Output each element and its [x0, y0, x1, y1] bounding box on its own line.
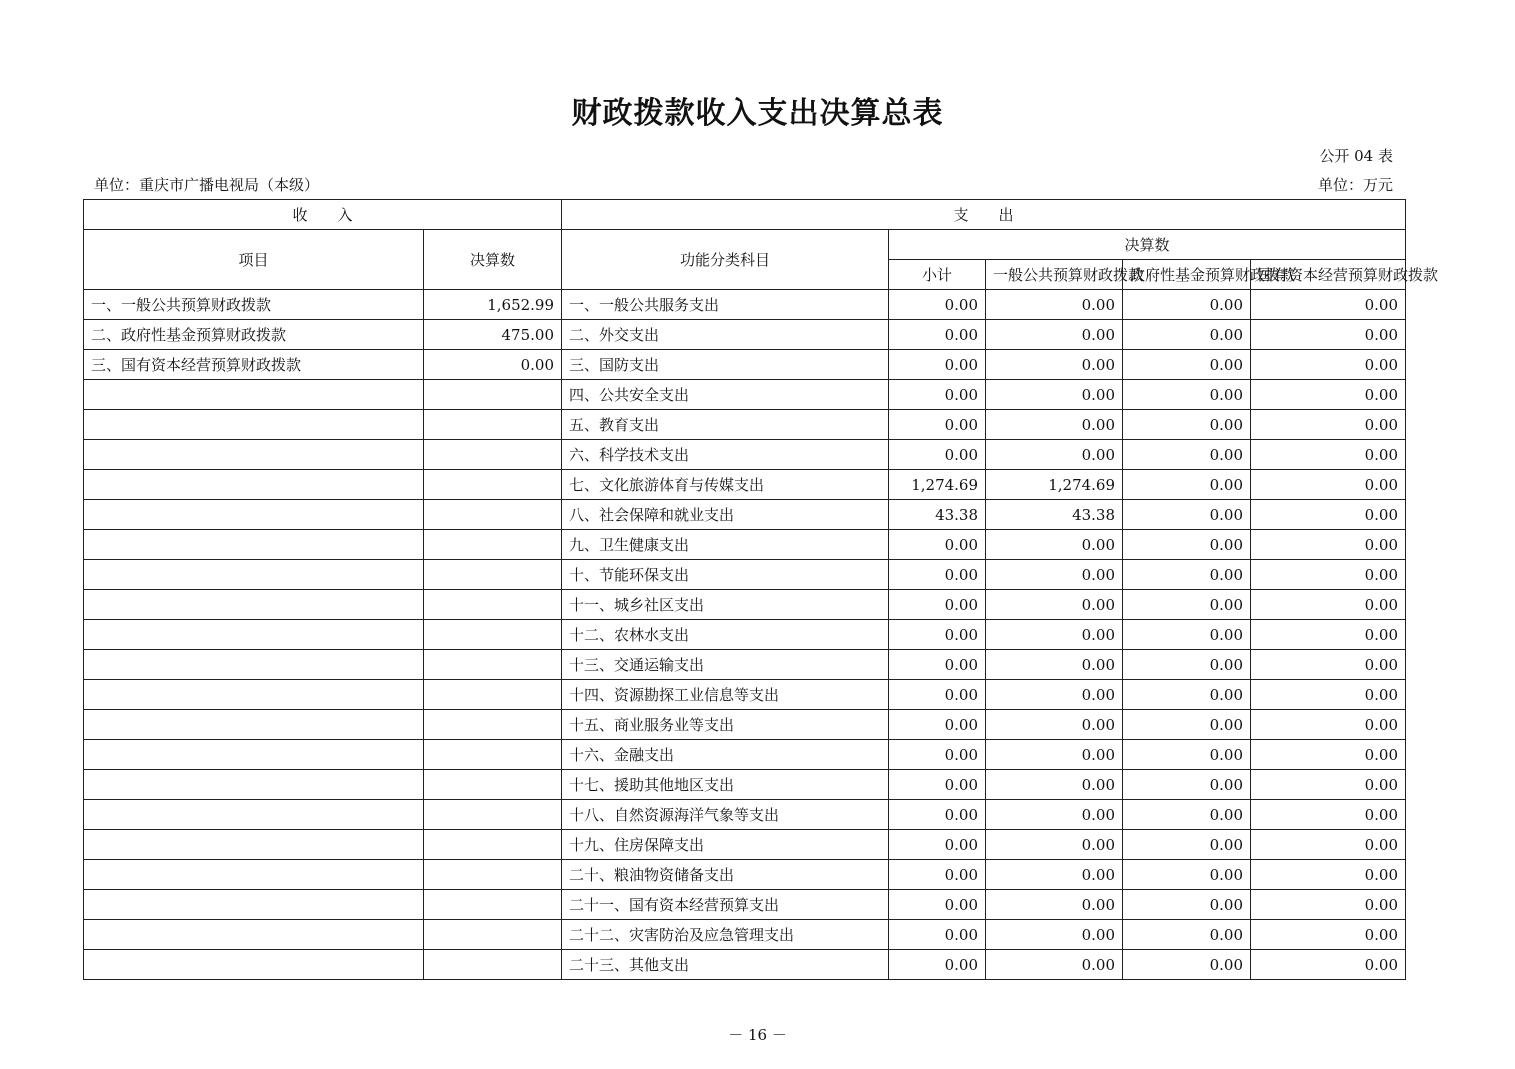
income-item-cell: [84, 590, 424, 620]
func-class-cell: 十五、商业服务业等支出: [562, 710, 889, 740]
table-row: [84, 680, 1406, 710]
state-capital-cell: 0.00: [1251, 500, 1406, 530]
general-budget-header: 一般公共预算财政拨款: [986, 260, 1123, 290]
general-budget-cell: 0.00: [986, 950, 1123, 980]
func-class-cell: 十六、金融支出: [562, 740, 889, 770]
state-capital-cell: 0.00: [1251, 830, 1406, 860]
state-capital-cell: 0.00: [1251, 710, 1406, 740]
subtotal-cell: 0.00: [889, 830, 986, 860]
income-amount-cell: [424, 620, 562, 650]
subtotal-cell: 0.00: [889, 800, 986, 830]
state-capital-cell: 0.00: [1251, 380, 1406, 410]
gov-fund-cell: 0.00: [1123, 650, 1251, 680]
income-amount-cell: [424, 530, 562, 560]
subtotal-cell: 0.00: [889, 740, 986, 770]
general-budget-cell: 0.00: [986, 710, 1123, 740]
table-row: [84, 800, 1406, 830]
income-amount-cell: [424, 560, 562, 590]
income-item-cell: [84, 650, 424, 680]
func-class-cell: 七、文化旅游体育与传媒支出: [562, 470, 889, 500]
state-capital-cell: 0.00: [1251, 680, 1406, 710]
income-amount-cell: 1,652.99: [424, 290, 562, 320]
table-row: [84, 320, 1406, 350]
gov-fund-cell: 0.00: [1123, 440, 1251, 470]
general-budget-cell: 43.38: [986, 500, 1123, 530]
state-capital-cell: 0.00: [1251, 410, 1406, 440]
subtotal-cell: 0.00: [889, 320, 986, 350]
income-amount-cell: [424, 650, 562, 680]
state-capital-cell: 0.00: [1251, 290, 1406, 320]
income-item-cell: 二、政府性基金预算财政拨款: [84, 320, 424, 350]
income-item-cell: [84, 860, 424, 890]
func-class-cell: 十九、住房保障支出: [562, 830, 889, 860]
state-capital-cell: 0.00: [1251, 740, 1406, 770]
table-row: [84, 560, 1406, 590]
state-capital-cell: 0.00: [1251, 950, 1406, 980]
table-body: [84, 290, 1406, 980]
state-capital-cell: 0.00: [1251, 890, 1406, 920]
subtotal-cell: 0.00: [889, 860, 986, 890]
func-class-cell: 十七、援助其他地区支出: [562, 770, 889, 800]
table-row: [84, 860, 1406, 890]
func-class-cell: 一、一般公共服务支出: [562, 290, 889, 320]
general-budget-cell: 0.00: [986, 590, 1123, 620]
income-amount-cell: [424, 680, 562, 710]
table-row: [84, 470, 1406, 500]
state-capital-cell: 0.00: [1251, 350, 1406, 380]
income-item-cell: [84, 800, 424, 830]
gov-fund-cell: 0.00: [1123, 770, 1251, 800]
gov-fund-cell: 0.00: [1123, 290, 1251, 320]
income-amount-cell: [424, 830, 562, 860]
state-capital-header: 国有资本经营预算财政拨款: [1251, 260, 1406, 290]
subtotal-header: 小计: [889, 260, 986, 290]
income-amount-cell: [424, 500, 562, 530]
subtotal-cell: 0.00: [889, 620, 986, 650]
gov-fund-cell: 0.00: [1123, 560, 1251, 590]
income-item-cell: [84, 950, 424, 980]
subtotal-cell: 0.00: [889, 710, 986, 740]
state-capital-cell: 0.00: [1251, 530, 1406, 560]
subtotal-cell: 0.00: [889, 920, 986, 950]
subtotal-cell: 0.00: [889, 650, 986, 680]
amount-header: 决算数: [424, 230, 562, 290]
gov-fund-cell: 0.00: [1123, 830, 1251, 860]
state-capital-cell: 0.00: [1251, 440, 1406, 470]
final-amount-header: 决算数: [889, 230, 1406, 260]
table-row: [84, 440, 1406, 470]
income-amount-cell: [424, 710, 562, 740]
func-class-cell: 九、卫生健康支出: [562, 530, 889, 560]
table-row: [84, 770, 1406, 800]
subtotal-cell: 0.00: [889, 380, 986, 410]
table-row: [84, 290, 1406, 320]
income-amount-cell: [424, 410, 562, 440]
subtotal-cell: 0.00: [889, 440, 986, 470]
income-item-cell: [84, 830, 424, 860]
income-amount-cell: [424, 470, 562, 500]
general-budget-cell: 0.00: [986, 350, 1123, 380]
subtotal-cell: 0.00: [889, 890, 986, 920]
income-item-cell: [84, 410, 424, 440]
table-row: [84, 380, 1406, 410]
table-row: [84, 650, 1406, 680]
income-amount-cell: [424, 920, 562, 950]
gov-fund-cell: 0.00: [1123, 320, 1251, 350]
general-budget-cell: 0.00: [986, 890, 1123, 920]
gov-fund-cell: 0.00: [1123, 950, 1251, 980]
gov-fund-cell: 0.00: [1123, 500, 1251, 530]
subtotal-cell: 0.00: [889, 410, 986, 440]
gov-fund-cell: 0.00: [1123, 620, 1251, 650]
table-row: [84, 410, 1406, 440]
gov-fund-cell: 0.00: [1123, 920, 1251, 950]
income-amount-cell: [424, 740, 562, 770]
income-item-cell: [84, 920, 424, 950]
subtotal-cell: 43.38: [889, 500, 986, 530]
func-class-cell: 十一、城乡社区支出: [562, 590, 889, 620]
income-item-cell: [84, 710, 424, 740]
func-class-header: 功能分类科目: [562, 230, 889, 290]
unit-organization: 单位：重庆市广播电视局（本级）: [94, 176, 320, 194]
page-title: 财政拨款收入支出决算总表: [571, 96, 944, 131]
income-amount-cell: 0.00: [424, 350, 562, 380]
gov-fund-cell: 0.00: [1123, 710, 1251, 740]
income-amount-cell: [424, 860, 562, 890]
unit-currency: 单位：万元: [1317, 176, 1393, 194]
income-item-cell: [84, 890, 424, 920]
func-class-cell: 十八、自然资源海洋气象等支出: [562, 800, 889, 830]
general-budget-cell: 0.00: [986, 830, 1123, 860]
gov-fund-cell: 0.00: [1123, 680, 1251, 710]
func-class-cell: 十四、资源勘探工业信息等支出: [562, 680, 889, 710]
general-budget-cell: 0.00: [986, 680, 1123, 710]
subtotal-cell: 0.00: [889, 350, 986, 380]
gov-fund-cell: 0.00: [1123, 530, 1251, 560]
general-budget-cell: 0.00: [986, 380, 1123, 410]
item-header: 项目: [84, 230, 424, 290]
general-budget-cell: 0.00: [986, 740, 1123, 770]
table-row: [84, 620, 1406, 650]
state-capital-cell: 0.00: [1251, 770, 1406, 800]
income-header: 收 入: [84, 200, 562, 230]
table-row: [84, 350, 1406, 380]
income-amount-cell: [424, 800, 562, 830]
table-row: [84, 830, 1406, 860]
income-item-cell: [84, 680, 424, 710]
func-class-cell: 五、教育支出: [562, 410, 889, 440]
subtotal-cell: 0.00: [889, 770, 986, 800]
state-capital-cell: 0.00: [1251, 920, 1406, 950]
subtotal-cell: 0.00: [889, 680, 986, 710]
income-amount-cell: [424, 590, 562, 620]
state-capital-cell: 0.00: [1251, 650, 1406, 680]
general-budget-cell: 0.00: [986, 410, 1123, 440]
func-class-cell: 二、外交支出: [562, 320, 889, 350]
state-capital-cell: 0.00: [1251, 320, 1406, 350]
table-number: 公开 04 表: [1319, 147, 1393, 165]
state-capital-cell: 0.00: [1251, 470, 1406, 500]
func-class-cell: 十二、农林水支出: [562, 620, 889, 650]
func-class-cell: 二十一、国有资本经营预算支出: [562, 890, 889, 920]
subtotal-cell: 0.00: [889, 950, 986, 980]
table-row: [84, 920, 1406, 950]
table-row: [84, 950, 1406, 980]
table-row: [84, 710, 1406, 740]
general-budget-cell: 0.00: [986, 770, 1123, 800]
general-budget-cell: 0.00: [986, 800, 1123, 830]
subtotal-cell: 1,274.69: [889, 470, 986, 500]
general-budget-cell: 0.00: [986, 620, 1123, 650]
func-class-cell: 三、国防支出: [562, 350, 889, 380]
income-item-cell: [84, 470, 424, 500]
func-class-cell: 二十、粮油物资储备支出: [562, 860, 889, 890]
income-amount-cell: 475.00: [424, 320, 562, 350]
gov-fund-cell: 0.00: [1123, 800, 1251, 830]
income-item-cell: [84, 770, 424, 800]
general-budget-cell: 1,274.69: [986, 470, 1123, 500]
state-capital-cell: 0.00: [1251, 560, 1406, 590]
table-row: [84, 530, 1406, 560]
income-amount-cell: [424, 770, 562, 800]
general-budget-cell: 0.00: [986, 530, 1123, 560]
func-class-cell: 二十三、其他支出: [562, 950, 889, 980]
gov-fund-cell: 0.00: [1123, 470, 1251, 500]
income-item-cell: 三、国有资本经营预算财政拨款: [84, 350, 424, 380]
income-item-cell: [84, 620, 424, 650]
subtotal-cell: 0.00: [889, 530, 986, 560]
gov-fund-cell: 0.00: [1123, 590, 1251, 620]
page-number: － 16 －: [728, 1026, 787, 1044]
income-item-cell: [84, 380, 424, 410]
state-capital-cell: 0.00: [1251, 800, 1406, 830]
income-item-cell: 一、一般公共预算财政拨款: [84, 290, 424, 320]
subtotal-cell: 0.00: [889, 290, 986, 320]
gov-fund-header: 政府性基金预算财政拨款: [1123, 260, 1251, 290]
func-class-cell: 十三、交通运输支出: [562, 650, 889, 680]
income-item-cell: [84, 440, 424, 470]
general-budget-cell: 0.00: [986, 560, 1123, 590]
table-row: [84, 740, 1406, 770]
gov-fund-cell: 0.00: [1123, 350, 1251, 380]
general-budget-cell: 0.00: [986, 920, 1123, 950]
expense-header: 支 出: [562, 200, 1406, 230]
state-capital-cell: 0.00: [1251, 860, 1406, 890]
income-amount-cell: [424, 950, 562, 980]
subtotal-cell: 0.00: [889, 560, 986, 590]
gov-fund-cell: 0.00: [1123, 380, 1251, 410]
income-amount-cell: [424, 890, 562, 920]
income-item-cell: [84, 560, 424, 590]
gov-fund-cell: 0.00: [1123, 860, 1251, 890]
state-capital-cell: 0.00: [1251, 590, 1406, 620]
general-budget-cell: 0.00: [986, 320, 1123, 350]
state-capital-cell: 0.00: [1251, 620, 1406, 650]
table-row: [84, 500, 1406, 530]
budget-table: [83, 199, 1439, 980]
income-amount-cell: [424, 440, 562, 470]
func-class-cell: 二十二、灾害防治及应急管理支出: [562, 920, 889, 950]
general-budget-cell: 0.00: [986, 440, 1123, 470]
general-budget-cell: 0.00: [986, 290, 1123, 320]
income-item-cell: [84, 740, 424, 770]
subtotal-cell: 0.00: [889, 590, 986, 620]
table-row: [84, 590, 1406, 620]
gov-fund-cell: 0.00: [1123, 890, 1251, 920]
table-row: [84, 890, 1406, 920]
func-class-cell: 八、社会保障和就业支出: [562, 500, 889, 530]
func-class-cell: 六、科学技术支出: [562, 440, 889, 470]
func-class-cell: 十、节能环保支出: [562, 560, 889, 590]
func-class-cell: 四、公共安全支出: [562, 380, 889, 410]
general-budget-cell: 0.00: [986, 860, 1123, 890]
gov-fund-cell: 0.00: [1123, 740, 1251, 770]
income-amount-cell: [424, 380, 562, 410]
income-item-cell: [84, 500, 424, 530]
general-budget-cell: 0.00: [986, 650, 1123, 680]
gov-fund-cell: 0.00: [1123, 410, 1251, 440]
income-item-cell: [84, 530, 424, 560]
